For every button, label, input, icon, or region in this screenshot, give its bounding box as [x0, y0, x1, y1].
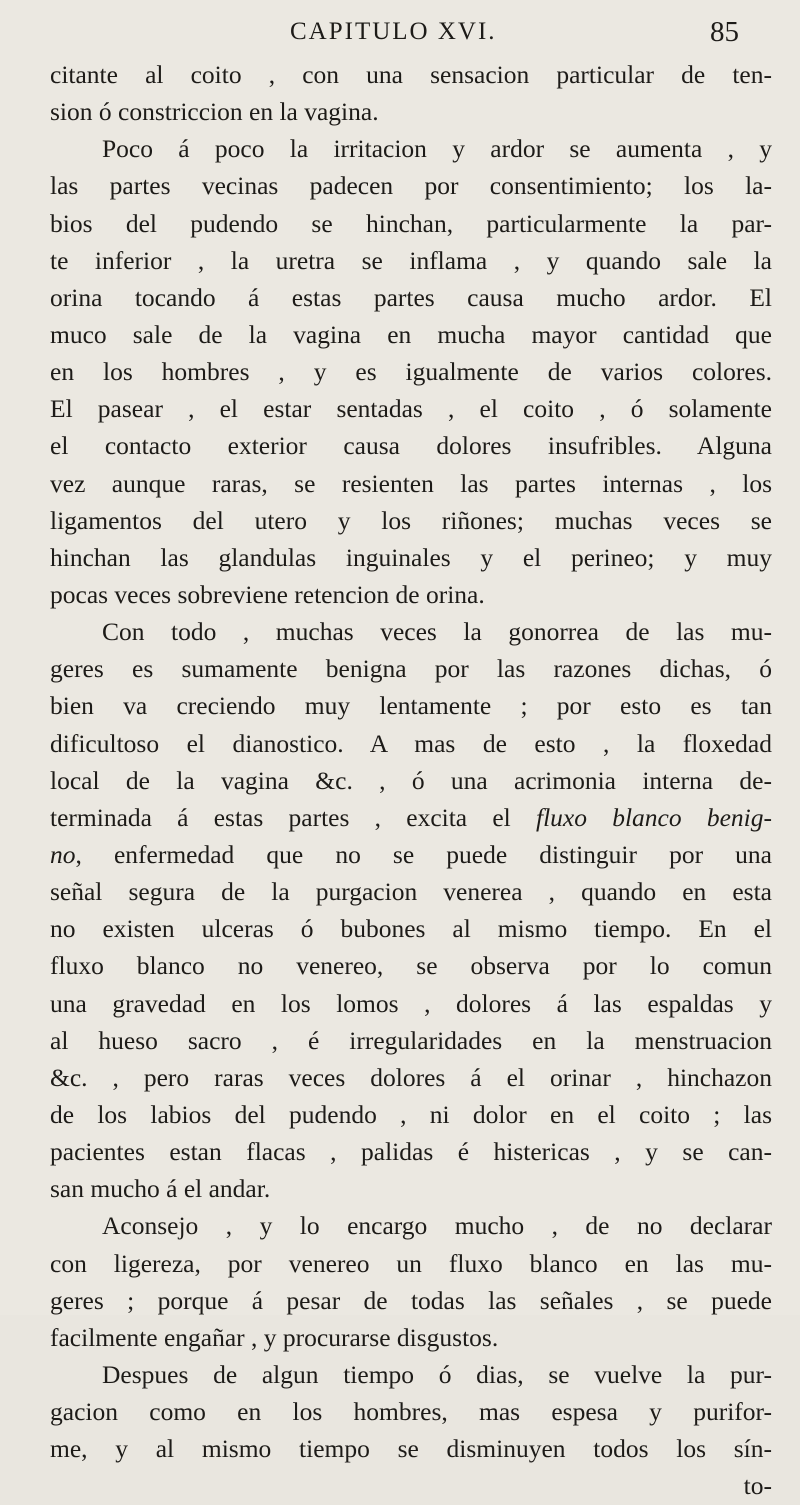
text-line: [50, 93, 772, 130]
text-line: [50, 205, 772, 242]
text-line: [50, 1022, 772, 1059]
line-text: dificultoso el dianostico. A mas de esto , la floxedad: [50, 728, 772, 758]
line-text: bien va creciendo muy lentamente ; por esto es tan: [50, 691, 772, 721]
text-line: [50, 1245, 772, 1282]
line-text: Poco á poco la irritacion y ardor se aumenta , y: [102, 134, 772, 164]
running-head: CAPITULO XVI.: [290, 18, 497, 45]
body-text: [50, 56, 772, 1504]
line-text: fluxo blanco no venereo, se observa por lo comun: [50, 951, 772, 981]
line-text: orina tocando á estas partes causa mucho ardor. El: [50, 282, 772, 312]
text-line: [50, 130, 772, 167]
line-text: Despues de algun tiempo ó dias, se vuelve la pur-: [102, 1359, 772, 1389]
line-text: una gravedad en los lomos , dolores á las espaldas y: [50, 988, 772, 1018]
text-line: [50, 687, 772, 724]
text-line: [50, 1096, 772, 1133]
text-line: [50, 427, 772, 464]
text-line: [50, 985, 772, 1022]
italic-term: no: [50, 839, 76, 869]
text-line: [50, 316, 772, 353]
text-line: [50, 1133, 772, 1170]
line-text: Aconsejo , y lo encargo mucho , de no declarar: [102, 1211, 772, 1241]
line-text: El pasear , el estar sentadas , el coito , ó solamente: [50, 394, 772, 424]
line-text: to-: [743, 1471, 772, 1501]
line-text: muco sale de la vagina en mucha mayor cantidad que: [50, 319, 772, 349]
text-line: [50, 650, 772, 687]
line-text: te inferior , la uretra se inflama , y quando sale la: [50, 245, 772, 275]
text-line: [50, 279, 772, 316]
text-line: [50, 1430, 772, 1467]
text-line: [50, 1393, 772, 1430]
text-line: [50, 762, 772, 799]
text-line: [50, 725, 772, 762]
line-text: geres es sumamente benigna por las razones dichas, ó: [50, 654, 772, 684]
line-text: citante al coito , con una sensacion particular de ten-: [50, 60, 772, 89]
line-text: gacion como en los hombres, mas espesa y purifor-: [50, 1397, 772, 1427]
line-text: Con todo , muchas veces la gonorrea de las mu-: [102, 617, 772, 647]
line-text: geres ; porque á pesar de todas las señales , se puede: [50, 1285, 772, 1315]
text-line: [50, 242, 772, 279]
text-line: [50, 910, 772, 947]
text-line: [50, 353, 772, 390]
line-text: , enfermedad que no se puede distinguir por una: [75, 839, 772, 869]
line-text: terminada á estas partes , excita el: [50, 802, 511, 832]
text-line: [50, 1170, 772, 1207]
page-header: [0, 18, 800, 58]
line-text: de los labios del pudendo , ni dolor en el coito ; las: [50, 1099, 772, 1129]
text-line: [50, 167, 772, 204]
text-line: [50, 1282, 772, 1319]
line-text: vez aunque raras, se resienten las partes internas , los: [50, 468, 772, 498]
line-text: señal segura de la purgacion venerea , quando en esta: [50, 877, 772, 907]
text-line: [50, 502, 772, 539]
text-line: [50, 836, 772, 873]
line-text: no existen ulceras ó bubones al mismo tiempo. En el: [50, 914, 772, 944]
line-text: san mucho á el andar.: [50, 1174, 271, 1204]
line-text: hinchan las glandulas inguinales y el perineo; y muy: [50, 542, 772, 572]
text-line: [50, 1356, 772, 1393]
line-text: ligamentos del utero y los riñones; muchas veces se: [50, 505, 772, 535]
text-line: [50, 613, 772, 650]
text-line: [50, 873, 772, 910]
text-line: [50, 576, 772, 613]
line-text: bios del pudendo se hinchan, particularmente la par-: [50, 208, 772, 238]
line-text: el contacto exterior causa dolores insufribles. Alguna: [50, 431, 772, 461]
line-text: en los hombres , y es igualmente de varios colores.: [50, 357, 772, 387]
line-text: pacientes estan flacas , palidas é histericas , y se can-: [50, 1137, 772, 1167]
text-line: [50, 465, 772, 502]
text-line: [50, 1059, 772, 1096]
text-line: [50, 390, 772, 427]
line-text: facilmente engañar , y procurarse disgustos.: [50, 1322, 499, 1352]
page-number: 85: [710, 16, 739, 48]
text-line: [50, 1319, 772, 1356]
line-text: local de la vagina &c. , ó una acrimonia interna de-: [50, 765, 772, 795]
text-line: [50, 1467, 772, 1504]
line-text: me, y al mismo tiempo se disminuyen todos los sín-: [50, 1434, 772, 1464]
text-line: [50, 947, 772, 984]
text-line: [50, 1207, 772, 1244]
line-text: las partes vecinas padecen por consentimiento; los la-: [50, 171, 772, 201]
line-text: al hueso sacro , é irregularidades en la menstruacion: [50, 1025, 772, 1055]
text-line: [50, 539, 772, 576]
line-text: pocas veces sobreviene retencion de orina.: [50, 579, 485, 609]
line-text: &c. , pero raras veces dolores á el orinar , hinchazon: [50, 1062, 772, 1092]
italic-term: fluxo blanco benig-: [536, 802, 772, 832]
text-line: [50, 799, 772, 836]
text-line: [50, 56, 772, 93]
line-text: sion ó constriccion en la vagina.: [50, 97, 379, 127]
line-text: con ligereza, por venereo un fluxo blanco en las mu-: [50, 1248, 772, 1278]
